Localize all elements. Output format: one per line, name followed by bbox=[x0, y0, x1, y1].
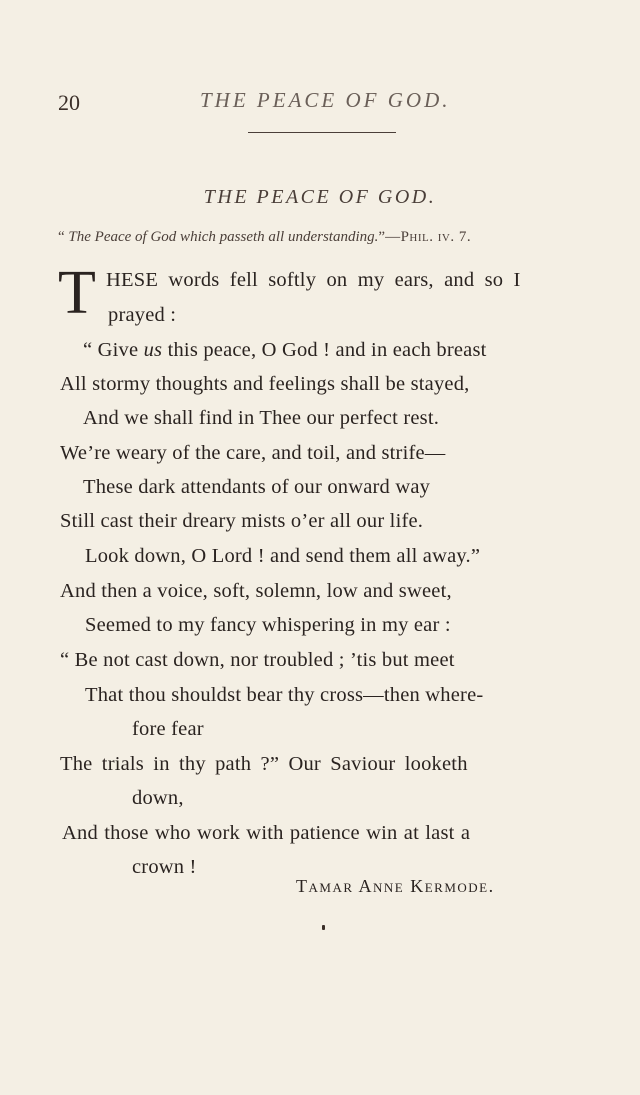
poem-line: Look down, O Lord ! and send them all away.” bbox=[85, 545, 481, 567]
poem-line: fore fear bbox=[132, 718, 204, 740]
running-title: THE PEACE OF GOD. bbox=[200, 88, 451, 112]
poem-line: And those who work with patience win at last a bbox=[62, 822, 471, 844]
poem-line-part: “ Give bbox=[83, 339, 144, 361]
running-head bbox=[0, 88, 640, 118]
poem-line: And we shall find in Thee our perfect rest. bbox=[83, 407, 440, 429]
header-rule bbox=[248, 132, 396, 133]
poem-title: THE PEACE OF GOD. bbox=[203, 186, 437, 208]
epigraph-close-quote: ” bbox=[378, 229, 386, 245]
poem-line: down, bbox=[132, 787, 184, 809]
ink-speck bbox=[322, 925, 325, 930]
poem-line: prayed : bbox=[108, 304, 177, 326]
poem-line: The trials in thy path ?” Our Saviour looketh bbox=[60, 753, 468, 775]
drop-cap: T bbox=[58, 259, 96, 327]
poem-line: And then a voice, soft, solemn, low and sweet, bbox=[60, 580, 452, 602]
poem-line: “ Be not cast down, nor troubled ; ’tis but meet bbox=[60, 649, 455, 671]
epigraph-source: —Phil. iv. 7. bbox=[385, 229, 472, 245]
poem-line: These dark attendants of our onward way bbox=[83, 476, 431, 498]
poem-line bbox=[83, 338, 487, 362]
poem-line: Seemed to my fancy whispering in my ear : bbox=[85, 614, 451, 636]
epigraph-open-quote: “ bbox=[58, 229, 69, 245]
poem-line: crown ! bbox=[132, 856, 197, 878]
page-number: 20 bbox=[58, 90, 80, 115]
author-signature: Tamar Anne Kermode. bbox=[296, 876, 495, 896]
poem-line: Still cast their dreary mists o’er all our life. bbox=[60, 510, 424, 532]
poem-line: We’re weary of the care, and toil, and strife— bbox=[60, 442, 446, 464]
poem-line: That thou shouldst bear thy cross—then where- bbox=[85, 684, 484, 706]
poem-line-part: this peace, O God ! and in each breast bbox=[162, 339, 487, 361]
poem-line-emphasis: us bbox=[143, 339, 163, 361]
poem-line: HESE words fell softly on my ears, and so I bbox=[106, 269, 521, 291]
poem-line: All stormy thoughts and feelings shall be stayed, bbox=[60, 373, 470, 395]
epigraph bbox=[58, 229, 588, 246]
epigraph-text: The Peace of God which passeth all understanding. bbox=[68, 229, 379, 245]
